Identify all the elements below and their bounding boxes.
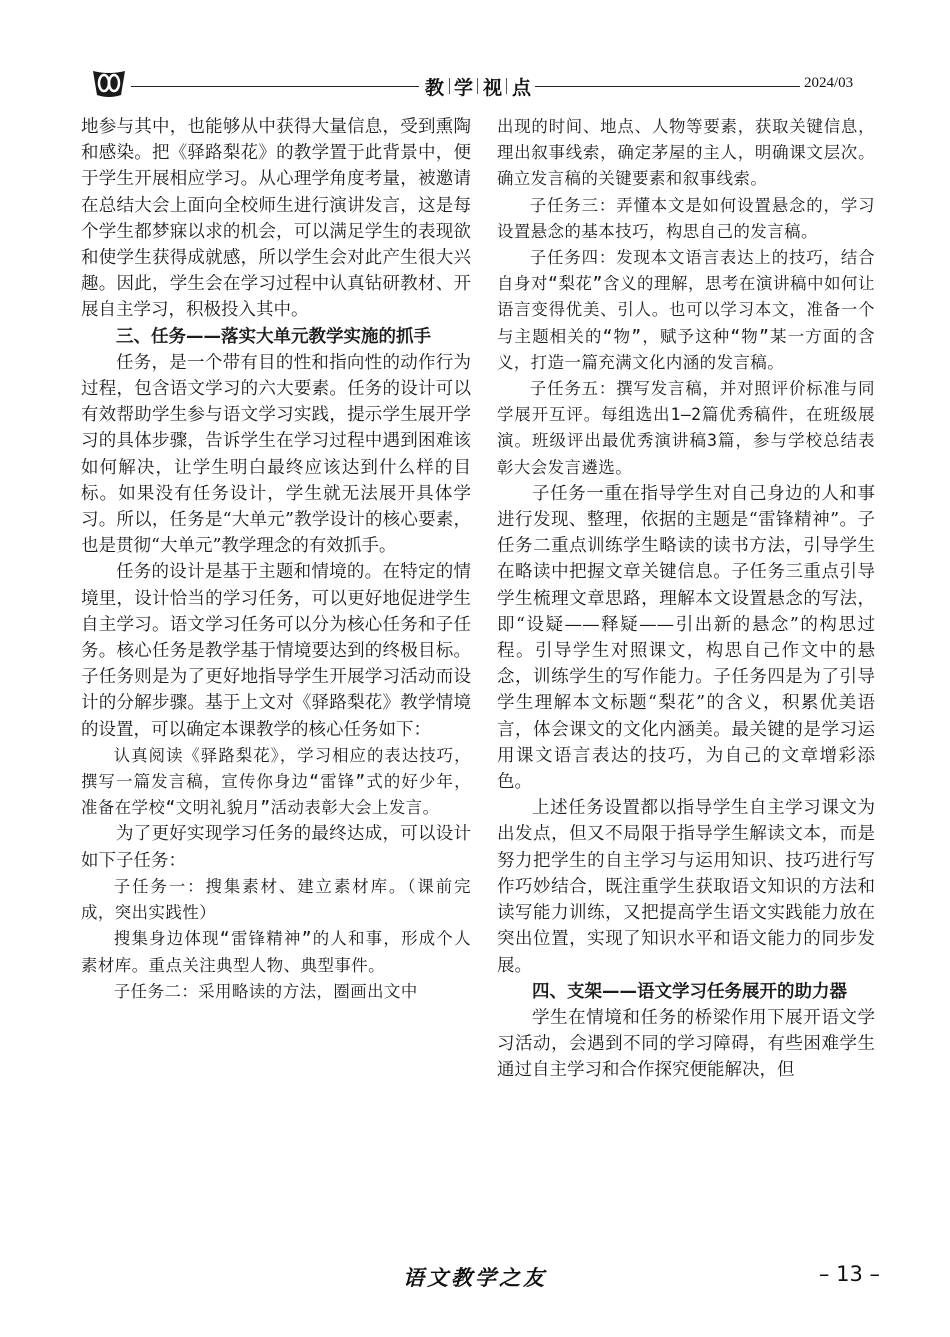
task-paragraph: 子任务三：弄懂本文是如何设置悬念的，学习设置悬念的基本技巧，构思自己的发言稿。	[497, 195, 875, 241]
issue-number: 2024/03	[804, 75, 854, 91]
body-paragraph: 子任务一重在指导学生对自己身边的人和事进行发现、整理，依据的主题是“雷锋精神”。子任务二重点训练学生略读的读书方法，引导学生在略读中把握文章关键信息。子任务三重点引导学生梳理文章思路，理解本文设置悬念的写法，即“设疑——释疑——引出新的悬念”的构思过程。引导学生对照课文，构思自己作文中的悬念，训练学生的写作能力。子任务四是为了引导学生理解本文标题“梨花”的含义，积累优美语言，体会课文的文化内涵美。最关键的是学习运用课文语言表达的技巧，为自己的文章增彩添色。	[497, 483, 875, 793]
body-paragraph: 任务的设计是基于主题和情境的。在特定的情境里，设计恰当的学习任务，可以更好地促进学生自主学习。语文学习任务可以分为核心任务和子任务。核心任务是教学基于情境要达到的终极目标。子任务则是为了更好地指导学生开展学习活动而设计的分解步骤。基于上文对《驿路梨花》教学情境的设置，可以确定本课教学的核心任务如下：	[81, 562, 471, 740]
section-divider	[449, 78, 450, 94]
task-paragraph: 认真阅读《驿路梨花》，学习相应的表达技巧，撰写一篇发言稿，宣传你身边“雷锋”式的好少年，准备在学校“文明礼貌月”活动表彰大会上发言。	[81, 745, 471, 818]
journal-logo-icon	[91, 69, 127, 99]
section-char: 学	[453, 76, 473, 99]
body-paragraph: 学生在情境和任务的桥梁作用下展开语文学习活动，会遇到不同的学习障碍，有些困难学生通过自主学习和合作探究便能解决，但	[497, 1007, 875, 1081]
journal-name: 语文教学之友	[403, 1265, 547, 1290]
body-paragraph: 上述任务设置都以指导学生自主学习课文为出发点，但又不局限于指导学生解读文本，而是努力把学生的自主学习与运用知识、技巧进行写作巧妙结合，既注重学生获取语文知识的方法和读写能力训练，又把提高学生语文实践能力放在突出位置，实现了知识水平和语文能力的同步发展。	[497, 798, 875, 976]
task-paragraph: 子任务四：发现本文语言表达上的技巧，结合自身对“梨花”含义的理解，思考在演讲稿中如何让语言变得优美、引人。也可以学习本文，准备一个与主题相关的“物”，赋予这种“物”某一方面的含义，打造一篇充满文化内涵的发言稿。	[497, 248, 875, 372]
right-column	[497, 114, 875, 1084]
section-heading: 四、支架——语文学习任务展开的助力器	[532, 981, 847, 1002]
header-rule-right	[535, 86, 800, 87]
section-char: 视	[482, 76, 502, 99]
body-paragraph: 地参与其中，也能够从中获得大量信息，受到熏陶和感染。把《驿路梨花》的教学置于此背景中，便于学生开展相应学习。从心理学角度考量，被邀请在总结大会上面向全校师生进行演讲发言，这是每个学生都梦寐以求的机会，可以满足学生的表现欲和使学生获得成就感，所以学生会对此产生很大兴趣。因此，学生会在学习过程中认真钻研教材、开展自主学习，积极投入其中。	[81, 117, 471, 321]
task-paragraph: 搜集身边体现“雷锋精神”的人和事，形成个人素材库。重点关注典型人物、典型事件。	[81, 929, 471, 975]
section-divider	[506, 78, 507, 94]
body-paragraph: 为了更好实现学习任务的最终达成，可以设计如下子任务：	[81, 824, 471, 871]
body-paragraph: 任务，是一个带有目的性和指向性的动作行为过程，包含语文学习的六大要素。任务的设计可以有效帮助学生参与语文学习实践，提示学生展开学习的具体步骤，告诉学生在学习过程中遇到困难该如何解决，让学生明白最终应该达到什么样的目标。如果没有任务设计，学生就无法展开具体学习。所以，任务是“大单元”教学设计的核心要素，也是贯彻“大单元”教学理念的有效抓手。	[81, 352, 471, 557]
task-paragraph: 子任务二：采用略读的方法，圈画出文中	[113, 981, 418, 1001]
section-divider	[477, 78, 478, 94]
task-paragraph: 子任务五：撰写发言稿，并对照评价标准与同学展开互评。每组选出1—2篇优秀稿件，在班级展演。班级评出最优秀演讲稿3篇，参与学校总结表彰大会发言遴选。	[497, 379, 875, 477]
section-title	[425, 74, 531, 98]
section-heading: 三、任务——落实大单元教学实施的抓手	[116, 326, 431, 347]
section-char: 教	[425, 76, 445, 99]
header-rule-left	[131, 86, 419, 87]
task-paragraph: 子任务一：搜集素材、建立素材库。（课前完成，突出实践性）	[81, 876, 471, 923]
task-paragraph: 出现的时间、地点、人物等要素，获取关键信息，理出叙事线索，确定茅屋的主人，明确课文层次。确立发言稿的关键要素和叙事线索。	[497, 117, 875, 189]
page-number: – 13 –	[818, 1262, 880, 1286]
section-char: 点	[511, 76, 531, 99]
left-column	[81, 114, 471, 1005]
